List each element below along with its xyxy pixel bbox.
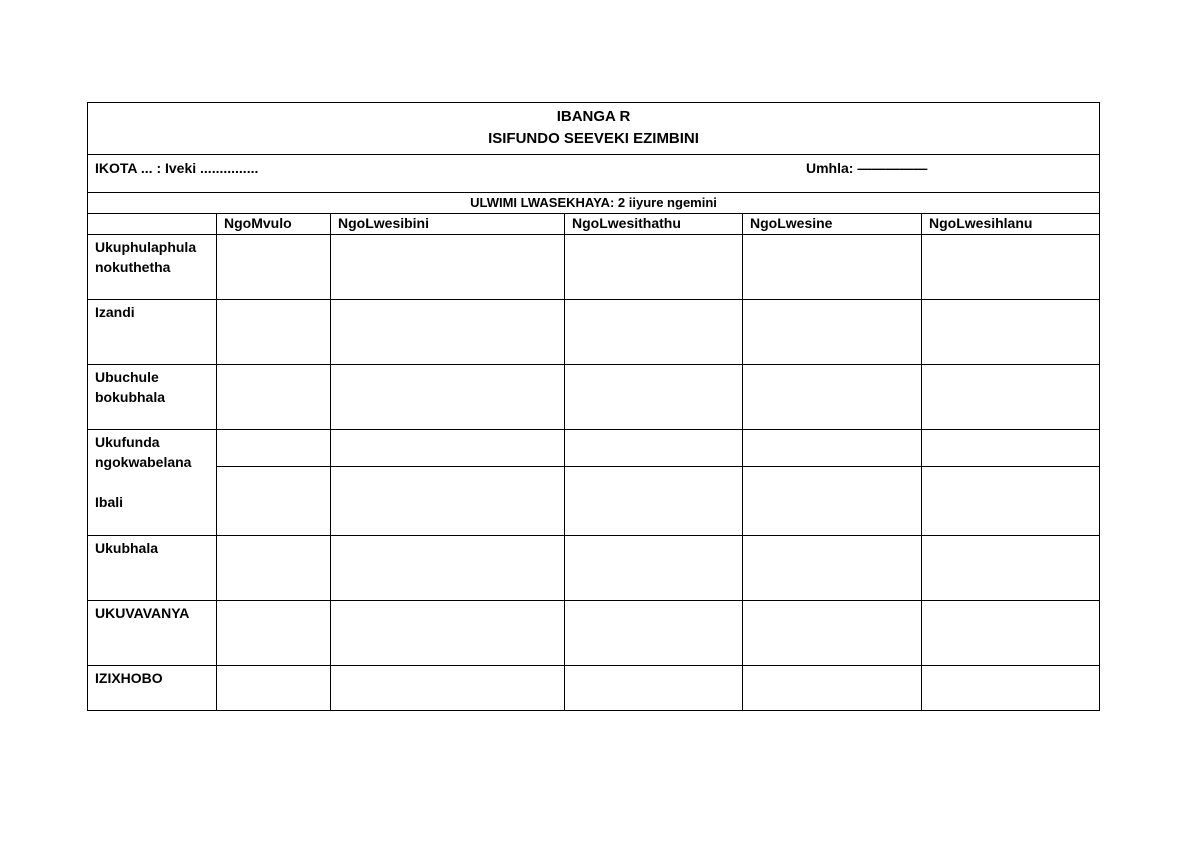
plan-cell[interactable] — [743, 235, 922, 300]
plan-cell[interactable] — [331, 601, 565, 666]
subject-heading: ULWIMI LWASEKHAYA: 2 iiyure ngemini — [88, 193, 1100, 214]
plan-cell[interactable] — [331, 365, 565, 430]
table-row — [88, 365, 1100, 430]
corner-cell — [88, 214, 217, 235]
plan-cell[interactable] — [922, 300, 1100, 365]
table-row — [88, 536, 1100, 601]
table-row — [88, 235, 1100, 300]
term-week-row — [88, 155, 1100, 193]
table-row — [88, 300, 1100, 365]
plan-cell[interactable] — [565, 235, 743, 300]
plan-cell[interactable] — [217, 601, 331, 666]
day-header: NgoMvulo — [217, 214, 331, 235]
plan-cell[interactable] — [743, 601, 922, 666]
day-header: NgoLwesithathu — [565, 214, 743, 235]
plan-cell[interactable] — [565, 365, 743, 430]
plan-cell[interactable] — [331, 666, 565, 711]
title-cell — [88, 103, 1100, 155]
row-sublabel: Ibali — [95, 494, 124, 510]
plan-cell[interactable] — [217, 467, 331, 536]
day-header: NgoLwesine — [743, 214, 922, 235]
plan-cell[interactable] — [565, 300, 743, 365]
row-label: IZIXHOBO — [88, 666, 217, 711]
plan-cell[interactable] — [743, 430, 922, 467]
plan-cell[interactable] — [922, 235, 1100, 300]
plan-cell[interactable] — [922, 536, 1100, 601]
day-header: NgoLwesibini — [331, 214, 565, 235]
day-header-row — [88, 214, 1100, 235]
plan-cell[interactable] — [565, 666, 743, 711]
date-field — [806, 158, 927, 178]
plan-cell[interactable] — [743, 300, 922, 365]
date-label: Umhla: — [806, 160, 854, 176]
row-label: UKUVAVANYA — [88, 601, 217, 666]
plan-cell[interactable] — [565, 430, 743, 467]
plan-cell[interactable] — [331, 430, 565, 467]
plan-cell[interactable] — [217, 365, 331, 430]
plan-cell[interactable] — [565, 467, 743, 536]
table-row — [88, 601, 1100, 666]
plan-cell[interactable] — [331, 235, 565, 300]
plan-cell[interactable] — [922, 430, 1100, 467]
plan-cell[interactable] — [565, 601, 743, 666]
plan-cell[interactable] — [922, 601, 1100, 666]
day-header: NgoLwesihlanu — [922, 214, 1100, 235]
page-subtitle: ISIFUNDO SEEVEKI EZIMBINI — [488, 130, 699, 147]
table-row — [88, 430, 1100, 467]
row-label: Ukuphulaphula nokuthetha — [88, 235, 217, 300]
plan-cell[interactable] — [565, 536, 743, 601]
plan-cell[interactable] — [743, 666, 922, 711]
plan-cell[interactable] — [743, 365, 922, 430]
plan-cell[interactable] — [217, 430, 331, 467]
row-label: Ukufunda ngokwabelana Ibali — [88, 430, 217, 536]
plan-cell[interactable] — [922, 467, 1100, 536]
term-week-label: IKOTA ... : Iveki ............... — [95, 160, 259, 176]
date-value: ————— — [857, 160, 928, 176]
table-row — [88, 467, 1100, 536]
plan-cell[interactable] — [217, 536, 331, 601]
plan-cell[interactable] — [331, 300, 565, 365]
plan-cell[interactable] — [217, 235, 331, 300]
table-row — [88, 666, 1100, 711]
plan-cell[interactable] — [743, 467, 922, 536]
plan-cell[interactable] — [922, 666, 1100, 711]
page-title: IBANGA R — [556, 108, 631, 125]
plan-cell[interactable] — [331, 467, 565, 536]
plan-cell[interactable] — [922, 365, 1100, 430]
plan-cell[interactable] — [217, 666, 331, 711]
row-label: Ubuchule bokubhala — [88, 365, 217, 430]
row-label: Izandi — [88, 300, 217, 365]
plan-cell[interactable] — [743, 536, 922, 601]
plan-cell[interactable] — [217, 300, 331, 365]
lesson-plan-table — [87, 102, 1100, 711]
row-label: Ukubhala — [88, 536, 217, 601]
plan-cell[interactable] — [331, 536, 565, 601]
